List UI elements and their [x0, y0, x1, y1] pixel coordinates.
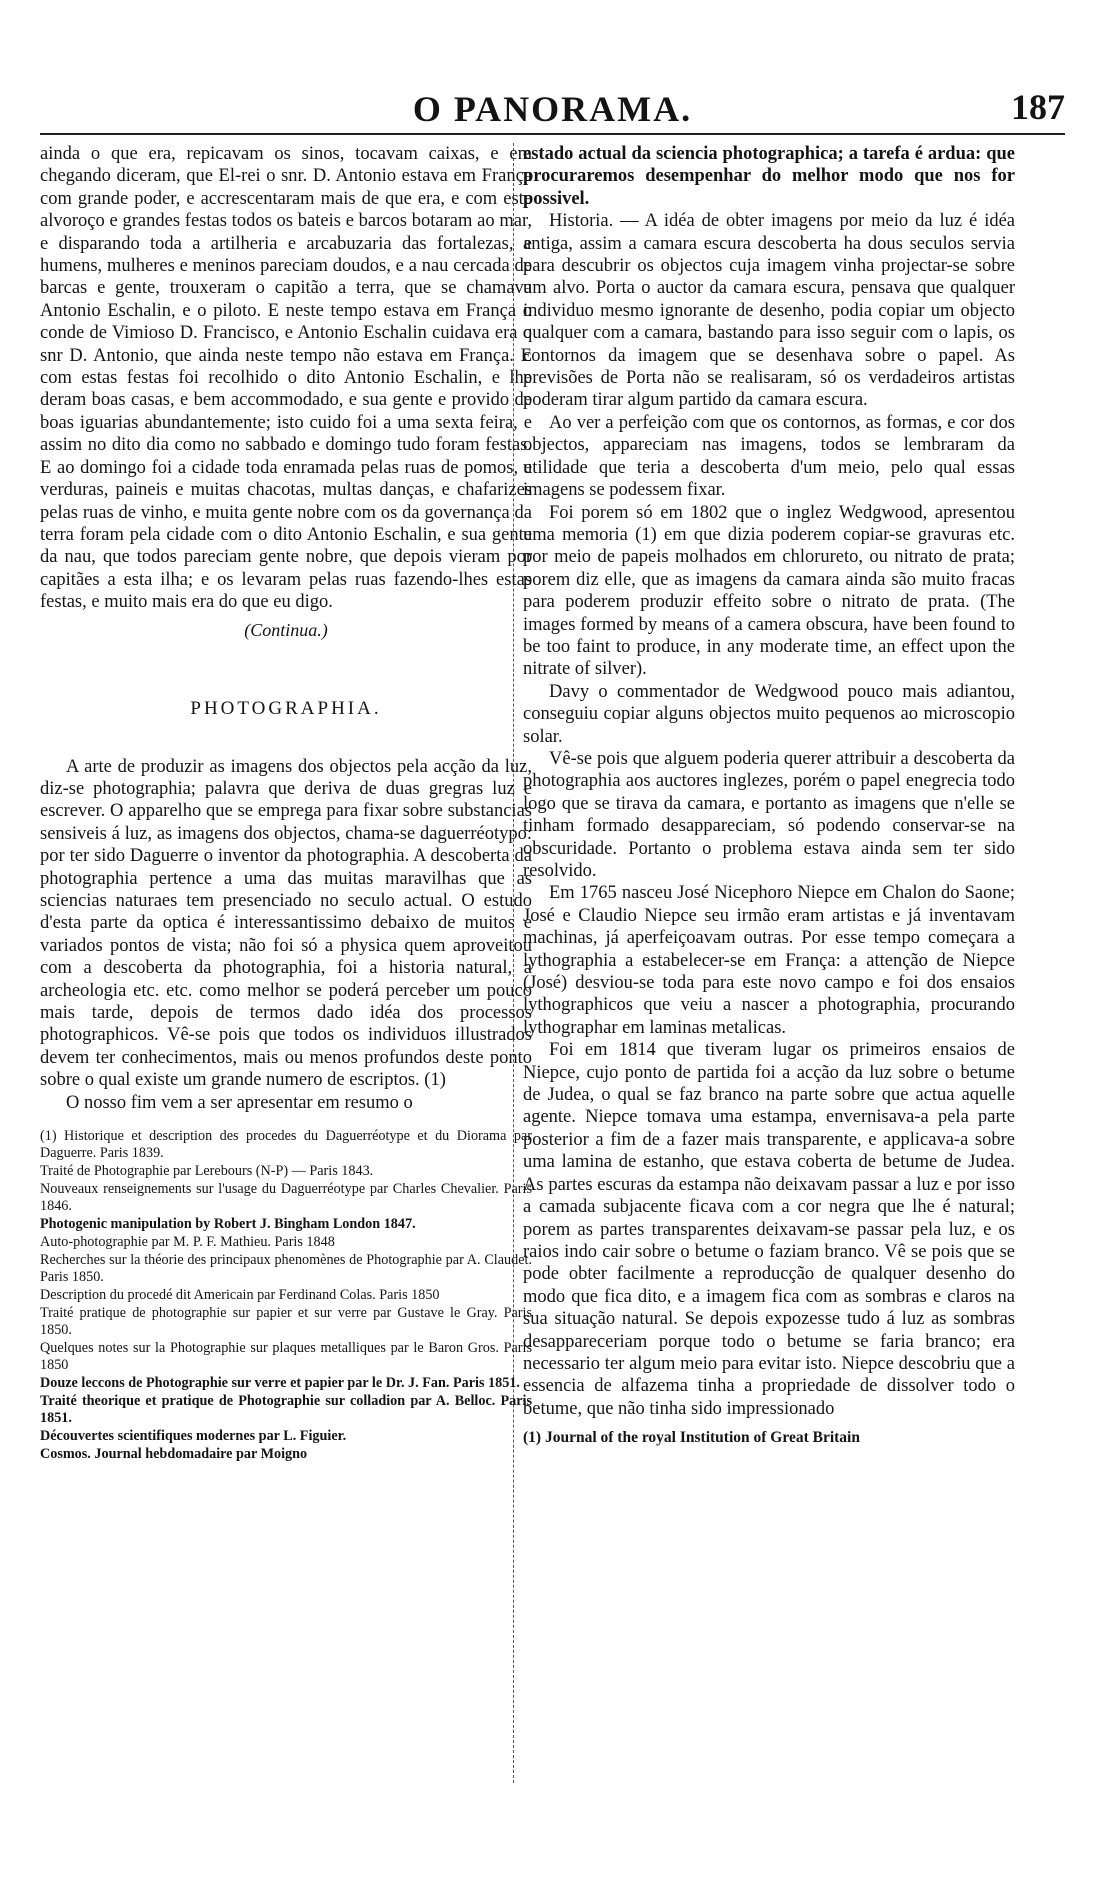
footnote-line: Description du procedé dit Americain par Ferdinand Colas. Paris 1850	[40, 1287, 440, 1304]
header-rule	[40, 133, 1065, 135]
paragraph-photographia-intro: A arte de produzir as imagens dos objectos pela acção da luz, diz-se photographia; palavra que deriva de duas gregras luz e escrever. O apparelho que se emprega para fixar sobre substancias sensiveis á luz, as imagens dos objectos, chama-se daguerréotypo: por ter sido Daguerre o inventor da photographia. A descoberta da photographia pertence a uma das muitas maravilhas que as sciencias naturaes tem presenciado no seculo actual. O estudo d'esta parte da optica é interessantissimo debaixo de muitos e variados pontos de vista; não foi só a physica quem aproveitou com a descoberta da photographia, foi a historia natural, a archeologia etc. etc. como melhor se poderá perceber um pouco mais tarde, depois de termos dado idéa dos processos photographicos. Vê-se pois que todos os individuos illustrados devem ter conhecimentos, mais ou menos profundos deste ponto sobre o qual existe um grande numero de escriptos. (1)	[40, 756, 532, 1091]
continua-note: (Continua.)	[244, 619, 328, 640]
footnote-line: Nouveaux renseignements sur l'usage du Daguerréotype par Charles Chevalier. Paris 1846.	[40, 1181, 532, 1215]
paragraph-nosso-fim: O nosso fim vem a ser apresentar em resumo o	[66, 1092, 413, 1113]
footnote-line: Traité de Photographie par Lerebours (N-P) — Paris 1843.	[40, 1163, 374, 1180]
footnote-line: Traité theorique et pratique de Photographie sur colladion par A. Belloc. Paris 1851.	[40, 1393, 532, 1427]
right-column	[523, 143, 1015, 1464]
paragraph-niepce-1814: Foi em 1814 que tiveram lugar os primeiros ensaios de Niepce, cujo ponto de partida foi a acção da luz sobre o betume de Judea, o qual se faz branco na parte sobre que actua aquelle agente. Niepce tomava uma estampa, envernisava-a pela parte posterior a fim de a fazer mais transparente, e applicava-a sobre uma lamina de estanho, que estava coberta de betume de Judea. As partes escuras da estampa não deixavam passar a luz e por isso a camada subjacente ficava com a cor negra que lhe é natural; porem as partes transparentes deixavam-se passar pela luz, e os raios indo cair sobre o betume o faziam branco. Vê se pois que se pode obter facilmente a reproducção de qualquer desenho do modo que fica dito, e a imagem fica com as sombras e claros na sua situação natural. Se depois expozesse tudo á luz as sombras desappareceriam porque todo o betume se faria branco; era necessario ter algum meio para evitar isto. Niepce descobriu que a essencia de alfazema tinha a propriedade de dissolver todo o betume, que não tinha sido impressionado	[523, 1040, 1015, 1419]
footnote-line: Douze leccons de Photographie sur verre et papier par le Dr. J. Fan. Paris 1851.	[40, 1375, 520, 1392]
section-title: PHOTOGRAPHIA.	[190, 697, 382, 719]
paragraph-estado-actual: estado actual da sciencia photographica; a tarefa é ardua: que procuraremos desempenhar do melhor modo que nos for possivel.	[523, 144, 1015, 209]
footnote-line: Traité pratique de photographie sur papier et sur verre par Gustave le Gray. Paris 1850.	[40, 1305, 532, 1339]
left-column	[40, 143, 532, 1464]
paragraph-continued-story: ainda o que era, repicavam os sinos, tocavam caixas, e em chegando diceram, que El-rei o snr. D. Antonio estava em França com grande poder, e accrescentaram mais de que era, e com este alvoroço e grandes festas todos os bateis e barcos botaram ao mar, e disparando toda a artilheria e arcabuzaria das fortalezas, e humens, mulheres e meninos pareciam doudos, e a nau cercada de barcas e gente, trouxeram o capitão a terra, que se chamava Antonio Eschalin, e o piloto. E neste tempo estava em França o conde de Vimioso D. Francisco, e Antonio Eschalin cuidava era o snr D. Antonio, que ainda neste tempo não estava em França. E com estas festas foi recolhido o dito Antonio Eschalin, e lhe deram boas casas, e bem accommodado, e sua gente e provido de boas iguarias abundantemente; isto cuido foi a uma sexta feira, e assim no dito dia como no sabbado e domingo tudo foram festas. E ao domingo foi a cidade toda enramada pelas ruas de pomos, e verduras, paineis e muitas chacotas, multas danças, e chafarizes pelas ruas de vinho, e muita gente nobre com os da governança da terra foram pela cidade com o dito Antonio Eschalin, e sua gente da nau, que todos pareciam gente nobre, que depois vieram por capitães a esta ilha; e os levaram pelas ruas fazendo-lhes estas festas, e muito mais era do que eu digo.	[40, 144, 532, 613]
paragraph-davy: Davy o commentador de Wedgwood pouco mais adiantou, conseguiu copiar alguns objectos muito pequenos ao microscopio solar.	[523, 681, 1015, 747]
footnote-line: Photogenic manipulation by Robert J. Bingham London 1847.	[40, 1216, 416, 1233]
footnotes	[40, 1128, 532, 1463]
footnote-royal-institution: (1) Journal of the royal Institution of Great Britain	[523, 1429, 860, 1447]
paragraph-wedgwood: Foi porem só em 1802 que o inglez Wedgwood, apresentou uma memoria (1) em que dizia poderem copiar-se gravuras etc. por meio de papeis molhados em chlorureto, ou nitrato de prata; porem diz elle, que as imagens da camara ainda são muito fracas para poderem produzir effeito sobre o nitrato de prata. (The images formed by means of a camera obscura, have been found to be too faint to produce, in any moderate time, an effect upon the nitrate of silver).	[523, 502, 1015, 680]
footnote-line: Recherches sur la théorie des principaux phenomènes de Photographie par A. Claudet. Paris 1850.	[40, 1252, 532, 1286]
footnote-line: Quelques notes sur la Photographie sur plaques metalliques par le Baron Gros. Paris 1850	[40, 1340, 532, 1374]
paragraph-niepce-birth: Em 1765 nasceu José Nicephoro Niepce em Chalon do Saone; José e Claudio Niepce seu irmão eram artistas e já inventavam machinas, já aperfeiçoavam outras. Por esse tempo começara a lythographia a estabelecer-se em França: a attenção de Niepce (José) desviou-se toda para este novo campo e foi dos ensaios lythographicos que veiu a nascer a photographia, procurando lythographar em laminas metalicas.	[523, 883, 1015, 1038]
paragraph-descoberta: Vê-se pois que alguem poderia querer attribuir a descoberta da photographia aos auctores inglezes, porém o papel enegrecia todo logo que se tirava da camara, e portanto as imagens que n'elle se tinham formado desappareciam, só podendo conservar-se na obscuridade. Portanto o problema estava ainda sem ter sido resolvido.	[523, 748, 1015, 881]
footnote-line: Découvertes scientifiques modernes par L. Figuier.	[40, 1428, 347, 1445]
footnote-line: (1) Historique et description des procedes du Daguerréotype et du Diorama par Daguerre. Paris 1839.	[40, 1128, 532, 1162]
footnote-line: Cosmos. Journal hebdomadaire par Moigno	[40, 1446, 308, 1463]
page-number: 187	[1011, 87, 1065, 127]
footnote-line: Auto-photographie par M. P. F. Mathieu. Paris 1848	[40, 1234, 335, 1251]
paragraph-historia: Historia. — A idéa de obter imagens por meio da luz é idéa antiga, assim a camara escura descoberta ha dous seculos servia para descubrir os objectos cuja imagem vinha projectar-se sobre um alvo. Porta o auctor da camara escura, pensava que qualquer individuo mesmo ignorante de desenho, podia copiar um objecto qualquer com a camara, bastando para isso seguir com o lapis, os contornos da imagem que se desenhava sobre o papel. As previsões de Porta não se realisaram, só os verdadeiros artistas poderam tirar algum partido da camara escura.	[523, 211, 1015, 411]
page-header	[40, 88, 1065, 128]
publication-title: O PANORAMA.	[412, 89, 693, 129]
paragraph-perfeicao: Ao ver a perfeição com que os contornos, as formas, e cor dos objectos, appareciam nas imagens, todos se lembraram da utilidade que teria a descoberta d'um meio, pelo qual essas imagens se podessem fixar.	[523, 412, 1015, 501]
